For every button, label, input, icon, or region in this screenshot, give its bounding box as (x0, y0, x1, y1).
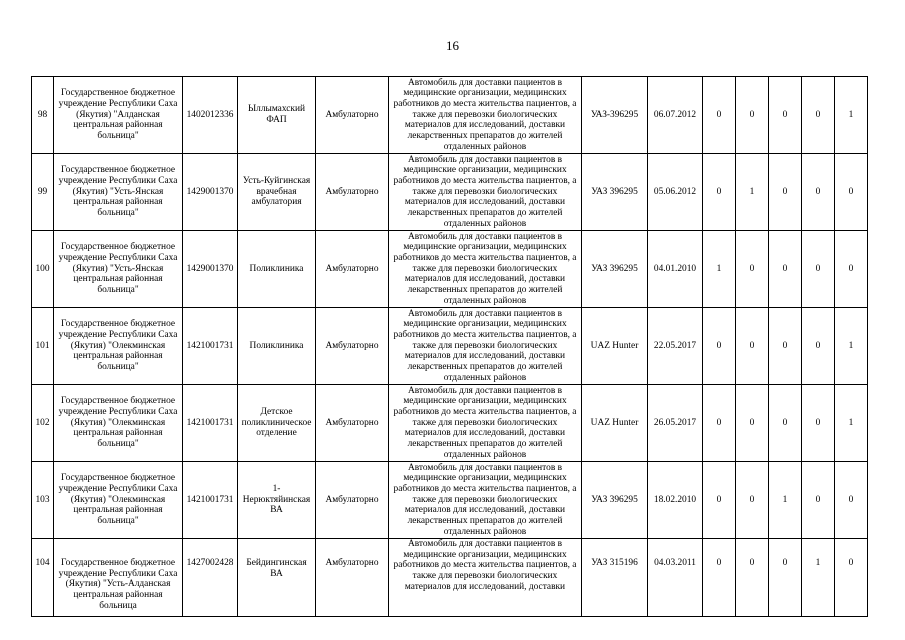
organization-name: Государственное бюджетное учреждение Республики Саха (Якутия) "Олекминская центральная районная больница" (54, 385, 183, 462)
care-type: Амбулаторно (316, 462, 389, 539)
registration-date: 22.05.2017 (648, 308, 703, 385)
count-5: 0 (835, 462, 868, 539)
vehicle-purpose: Автомобиль для доставки пациентов в медицинские организации, медицинских работников до места жительства пациентов, а также для перевозки биологических материалов для исследований, доставки лекарственных препаратов до жителей отдаленных районов (389, 308, 582, 385)
vehicle-purpose: Автомобиль для доставки пациентов в медицинские организации, медицинских работников до места жительства пациентов, а также для перевозки биологических материалов для исследований, доставки лекарственных препаратов до жителей отдаленных районов (389, 154, 582, 231)
vehicle-model: UAZ Hunter (582, 308, 648, 385)
department: Поликлиника (238, 308, 316, 385)
count-5: 0 (835, 231, 868, 308)
count-2: 0 (736, 385, 769, 462)
count-2: 0 (736, 77, 769, 154)
count-4: 0 (802, 231, 835, 308)
registration-date: 04.01.2010 (648, 231, 703, 308)
organization-name: Государственное бюджетное учреждение Республики Саха (Якутия) "Усть-Янская центральная районная больница" (54, 231, 183, 308)
count-1: 0 (703, 308, 736, 385)
vehicle-model: УАЗ 396295 (582, 154, 648, 231)
row-number: 98 (32, 77, 54, 154)
department: Усть-Куйгинская врачебная амбулатория (238, 154, 316, 231)
count-5: 1 (835, 385, 868, 462)
count-1: 0 (703, 462, 736, 539)
count-1: 1 (703, 231, 736, 308)
count-3: 0 (769, 77, 802, 154)
count-1: 0 (703, 154, 736, 231)
tax-id: 1427002428 (183, 539, 238, 617)
vehicle-registry-table (31, 76, 868, 617)
count-5: 0 (835, 539, 868, 617)
vehicle-purpose: Автомобиль для доставки пациентов в медицинские организации, медицинских работников до места жительства пациентов, а также для перевозки биологических материалов для исследований, доставки лекарственных препаратов до жителей отдаленных районов (389, 77, 582, 154)
row-number: 99 (32, 154, 54, 231)
count-1: 0 (703, 385, 736, 462)
care-type: Амбулаторно (316, 539, 389, 617)
vehicle-model: УАЗ 396295 (582, 231, 648, 308)
registration-date: 18.02.2010 (648, 462, 703, 539)
organization-name: Государственное бюджетное учреждение Республики Саха (Якутия) "Усть-Янская центральная районная больница" (54, 154, 183, 231)
table-row (32, 77, 868, 154)
vehicle-purpose: Автомобиль для доставки пациентов в медицинские организации, медицинских работников до места жительства пациентов, а также для перевозки биологических материалов для исследований, доставки лекарственных препаратов до жителей отдаленных районов (389, 385, 582, 462)
tax-id: 1421001731 (183, 462, 238, 539)
organization-name: Государственное бюджетное учреждение Республики Саха (Якутия) "Олекминская центральная районная больница" (54, 308, 183, 385)
row-number: 101 (32, 308, 54, 385)
vehicle-model: УАЗ-396295 (582, 77, 648, 154)
department: Бейдингинская ВА (238, 539, 316, 617)
tax-id: 1429001370 (183, 154, 238, 231)
count-3: 0 (769, 231, 802, 308)
care-type: Амбулаторно (316, 154, 389, 231)
row-number: 102 (32, 385, 54, 462)
vehicle-purpose: Автомобиль для доставки пациентов в медицинские организации, медицинских работников до места жительства пациентов, а также для перевозки биологических материалов для исследований, доставки (389, 539, 582, 617)
table-row (32, 308, 868, 385)
department: 1-Нерюктяйинская ВА (238, 462, 316, 539)
table-row (32, 231, 868, 308)
count-5: 1 (835, 77, 868, 154)
vehicle-model: УАЗ 315196 (582, 539, 648, 617)
tax-id: 1402012336 (183, 77, 238, 154)
count-4: 0 (802, 308, 835, 385)
registration-date: 04.03.2011 (648, 539, 703, 617)
count-4: 0 (802, 462, 835, 539)
registration-date: 26.05.2017 (648, 385, 703, 462)
count-3: 0 (769, 308, 802, 385)
care-type: Амбулаторно (316, 231, 389, 308)
count-2: 0 (736, 539, 769, 617)
organization-name: Государственное бюджетное учреждение Республики Саха (Якутия) "Усть-Алданская центральная районная больница (54, 539, 183, 617)
table-row (32, 539, 868, 617)
vehicle-purpose: Автомобиль для доставки пациентов в медицинские организации, медицинских работников до места жительства пациентов, а также для перевозки биологических материалов для исследований, доставки лекарственных препаратов до жителей отдаленных районов (389, 231, 582, 308)
care-type: Амбулаторно (316, 77, 389, 154)
tax-id: 1421001731 (183, 385, 238, 462)
count-1: 0 (703, 539, 736, 617)
count-4: 0 (802, 385, 835, 462)
vehicle-model: УАЗ 396295 (582, 462, 648, 539)
organization-name: Государственное бюджетное учреждение Республики Саха (Якутия) "Алданская центральная районная больница" (54, 77, 183, 154)
count-3: 1 (769, 462, 802, 539)
row-number: 103 (32, 462, 54, 539)
count-4: 0 (802, 154, 835, 231)
table-row (32, 385, 868, 462)
count-2: 1 (736, 154, 769, 231)
row-number: 100 (32, 231, 54, 308)
vehicle-model: UAZ Hunter (582, 385, 648, 462)
department: Ыллымахский ФАП (238, 77, 316, 154)
care-type: Амбулаторно (316, 308, 389, 385)
count-4: 0 (802, 77, 835, 154)
tax-id: 1421001731 (183, 308, 238, 385)
vehicle-purpose: Автомобиль для доставки пациентов в медицинские организации, медицинских работников до места жительства пациентов, а также для перевозки биологических материалов для исследований, доставки лекарственных препаратов до жителей отдаленных районов (389, 462, 582, 539)
tax-id: 1429001370 (183, 231, 238, 308)
count-2: 0 (736, 308, 769, 385)
registration-date: 06.07.2012 (648, 77, 703, 154)
table-row (32, 462, 868, 539)
care-type: Амбулаторно (316, 385, 389, 462)
count-5: 0 (835, 154, 868, 231)
table-row (32, 154, 868, 231)
count-3: 0 (769, 154, 802, 231)
page-number: 16 (446, 38, 459, 53)
count-1: 0 (703, 77, 736, 154)
count-2: 0 (736, 231, 769, 308)
department: Поликлиника (238, 231, 316, 308)
count-3: 0 (769, 539, 802, 617)
registration-date: 05.06.2012 (648, 154, 703, 231)
department: Детское поликлиническое отделение (238, 385, 316, 462)
count-4: 1 (802, 539, 835, 617)
count-5: 1 (835, 308, 868, 385)
organization-name: Государственное бюджетное учреждение Республики Саха (Якутия) "Олекминская центральная районная больница" (54, 462, 183, 539)
count-3: 0 (769, 385, 802, 462)
row-number: 104 (32, 539, 54, 617)
count-2: 0 (736, 462, 769, 539)
